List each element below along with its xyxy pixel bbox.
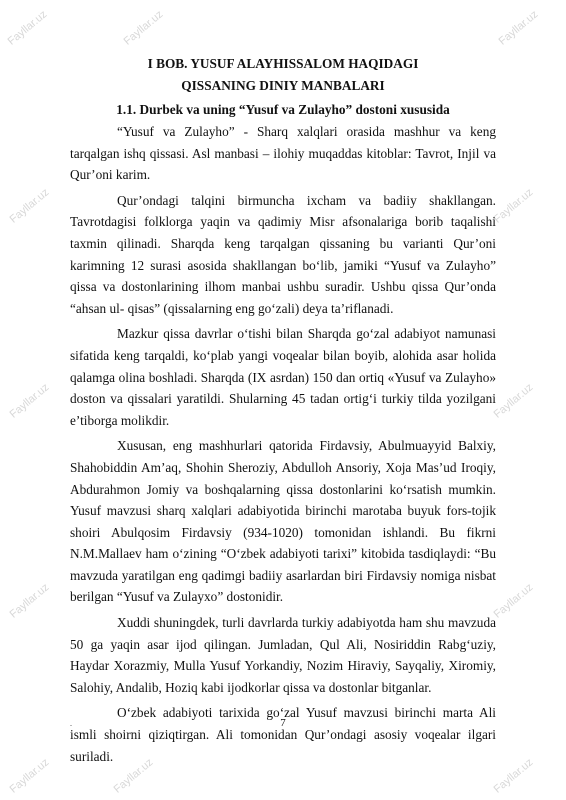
watermark-text: Fayllar.uz bbox=[491, 756, 536, 796]
watermark-text: Fayllar.uz bbox=[7, 186, 52, 226]
document-page bbox=[70, 53, 496, 771]
watermark-text: Fayllar.uz bbox=[111, 756, 156, 796]
paragraph: “Yusuf va Zulayho” - Sharq xalqlari orasida mashhur va keng tarqalgan ishq qissasi. Asl manbasi – ilohiy muqaddas kitoblar: Tavrot, Injil va Qur’oni karim. bbox=[70, 124, 496, 183]
watermark-text: Fayllar.uz bbox=[5, 8, 50, 48]
paragraph: Qur’ondagi talqini birmuncha ixcham va badiiy shakllangan. Tavrotdagisi folklorga yaqin va qadimiy Misr afsonalariga borib taqalishi taxmin qilinadi. Sharqda keng tarqalgan qissaning bu varianti Qur’oni karimning 12 surasi asosida shakllangan bo‘lib, jamiki “Yusuf va Zulayho” qissa va dostonlarining ilhom manbai ushbu suradir. Ushbu qissa Qur’onda “ahsan ul- qisas” (qissalarning eng go‘zali) deya ta’riflanadi. bbox=[70, 192, 496, 316]
watermark-text: Fayllar.uz bbox=[7, 756, 52, 796]
watermark-text: Fayllar.uz bbox=[491, 581, 536, 621]
chapter-title-line-1: I BOB. YUSUF ALAYHISSALOM HAQIDAGI bbox=[147, 56, 419, 71]
paragraph: Xuddi shuningdek, turli davrlarda turkiy adabiyotda ham shu mavzuda 50 ga yaqin asar ijod qilingan. Jumladan, Qul Ali, Nosiriddin Rabg‘uziy, Haydar Xorazmiy, Mulla Yusuf Yorkandiy, Nozim Hiraviy, Sayqaliy, Xiromiy, Salohiy, Andalib, Hoziq kabi ijodkorlar qissa va dostonlar bitganlar. bbox=[70, 615, 496, 695]
footer-mark: . bbox=[70, 719, 72, 728]
watermark-text: Fayllar.uz bbox=[7, 581, 52, 621]
section-title: 1.1. Durbek va uning “Yusuf va Zulayho” dostoni xususida bbox=[116, 102, 450, 117]
watermark-text: Fayllar.uz bbox=[7, 381, 52, 421]
paragraph: Xususan, eng mashhurlari qatorida Firdavsiy, Abulmuayyid Balxiy, Shahobiddin Am’aq, Shohin Sheroziy, Abdulloh Ansoriy, Xoja Mas’ud Iroqiy, Abdurahmon Jomiy va boshqalarning qissa dostonlarini ko‘rsatish mumkin. Yusuf mavzusi sharq xalqlari adabiyotida birinchi marotaba buyuk fors-tojik shoiri Abulqosim Firdavsiy (934-1020) tomonidan ishlandi. Bu fikrni N.M.Mallaev ham o‘zining “O‘zbek adabiyoti tarixi” kitobida tasdiqlaydi: “Bu mavzuda yaratilgan eng qadimgi badiiy asarlardan biri Firdavsiy nomiga nisbat berilgan “Yusuf va Zulayxo” dostonidir. bbox=[70, 438, 496, 605]
watermark-text: Fayllar.uz bbox=[491, 381, 536, 421]
paragraph: O‘zbek adabiyoti tarixida go‘zal Yusuf mavzusi birinchi marta Ali ismli shoirni qiziqtirgan. Ali tomonidan Qur’ondagi asosiy voqealar ilgari suriladi. bbox=[70, 705, 496, 764]
watermark-text: Fayllar.uz bbox=[491, 186, 536, 226]
page-number: 7 bbox=[280, 717, 286, 729]
chapter-title-line-2: QISSANING DINIY MANBALARI bbox=[181, 78, 385, 93]
watermark-text: Fayllar.uz bbox=[121, 8, 166, 48]
paragraph: Mazkur qissa davrlar o‘tishi bilan Sharqda go‘zal adabiyot namunasi sifatida keng tarqaldi, ko‘plab yangi voqealar bilan boyib, alohida asar holida qalamga olina boshladi. Sharqda (IX asrdan) 150 dan ortiq «Yusuf va Zulayho» doston va qissalari yaratildi. Shularning 45 tadan ortig‘i turkiy tilda yozilgani e’tiborga molikdir. bbox=[70, 326, 496, 428]
watermark-text: Fayllar.uz bbox=[496, 8, 541, 48]
